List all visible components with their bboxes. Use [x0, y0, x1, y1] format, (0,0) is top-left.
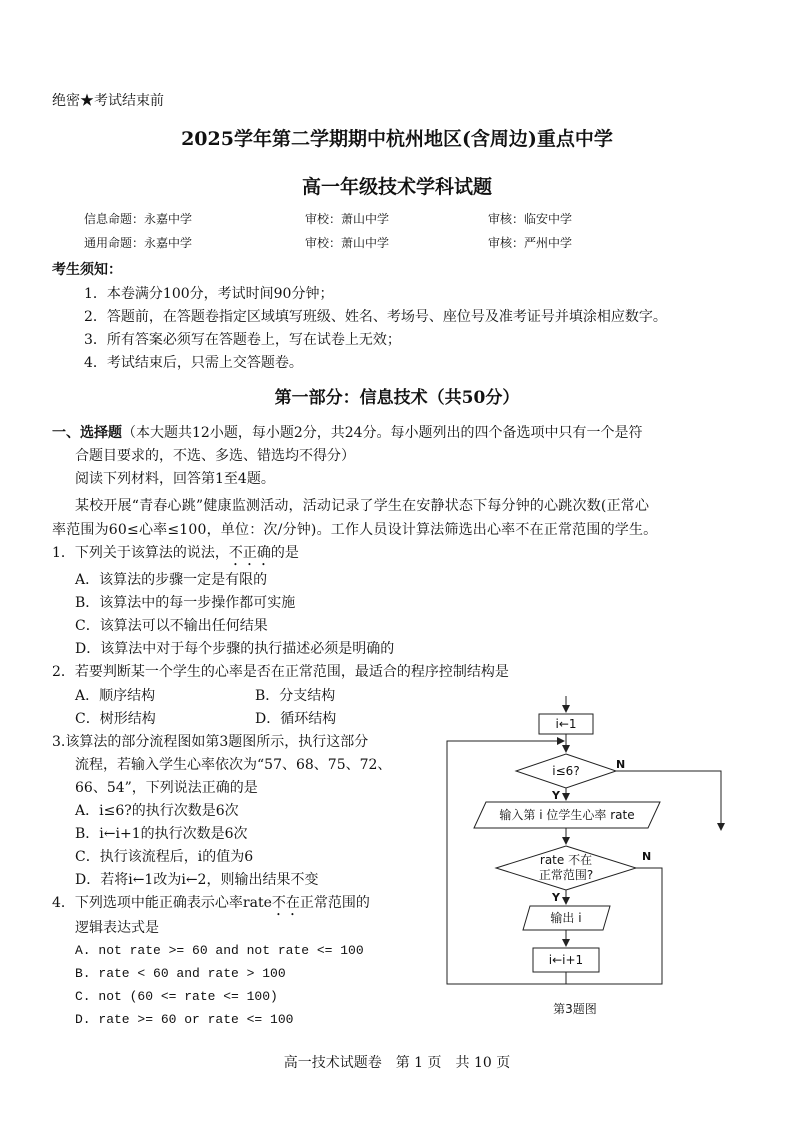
q3-stem-3: 66、54”，下列说法正确的是	[75, 780, 258, 796]
flow-cond1-yes-label: Y	[552, 789, 560, 802]
q1-option-a: A．该算法的步骤一定是有限的	[75, 572, 268, 588]
notice-item-2: 2．答题前，在答题卷指定区域填写班级、姓名、考场号、座位号及准考证号并填涂相应数字。	[84, 309, 667, 325]
exam-title: 2025学年第二学期期中杭州地区(含周边)重点中学	[181, 128, 613, 150]
q4-option-b: B. rate < 60 and rate > 100	[75, 966, 286, 981]
flow-caption: 第3题图	[553, 1002, 597, 1016]
q1-emphasis: 不正确	[228, 545, 271, 561]
q4-emphasis: 不在	[271, 895, 300, 911]
flowchart-figure	[440, 690, 740, 1030]
credit-info-author: 信息命题：永嘉中学	[84, 212, 193, 226]
q3-option-d: D．若将i←1改为i←2，则输出结果不变	[75, 872, 319, 888]
q3-option-a: A．i≤6?的执行次数是6次	[75, 803, 239, 819]
flow-cond2-text-2: 正常范围?	[538, 868, 594, 882]
q4-stem-2: 逻辑表达式是	[75, 920, 159, 936]
material-line-1: 某校开展“青春心跳”健康监测活动，活动记录了学生在安静状态下每分钟的心跳次数(正常心	[75, 498, 650, 514]
q3-option-b: B．i←i+1的执行次数是6次	[75, 826, 248, 842]
flow-init-text: i←1	[555, 717, 577, 731]
q2-option-d: D．循环结构	[255, 711, 337, 727]
read-instruction: 阅读下列材料，回答第1至4题。	[75, 471, 275, 487]
flow-input-text: 输入第 i 位学生心率 rate	[499, 808, 635, 822]
q2-stem: 2．若要判断某一个学生的心率是否在正常范围，最适合的程序控制结构是	[52, 664, 509, 680]
exam-subtitle: 高一年级技术学科试题	[301, 176, 492, 198]
q3-stem-2: 流程，若输入学生心率依次为“57、68、75、72、	[75, 757, 392, 773]
section1-desc-2: 合题目要求的，不选、多选、错选均不得分）	[75, 448, 355, 464]
flow-cond2-no-label: N	[642, 850, 652, 863]
q1-option-b: B．该算法中的每一步操作都可实施	[75, 595, 296, 611]
part1-title: 第一部分：信息技术（共50分）	[274, 388, 520, 408]
material-line-2: 率范围为60≤心率≤100，单位：次/分钟)。工作人员设计算法筛选出心率不在正常范围的学生。	[52, 522, 658, 538]
q3-stem-1: 3.该算法的部分流程图如第3题图所示，执行这部分	[52, 734, 369, 750]
q1-option-c: C．该算法可以不输出任何结果	[75, 618, 268, 634]
q3-option-c: C．执行该流程后，i的值为6	[75, 849, 254, 865]
q1-option-d: D．该算法中对于每个步骤的执行描述必须是明确的	[75, 641, 395, 657]
flow-cond2-text-1: rate 不在	[539, 853, 593, 867]
q2-option-b: B．分支结构	[255, 688, 336, 704]
q4-stem-b: 正常范围的	[299, 895, 370, 911]
q4-option-d: D. rate >= 60 or rate <= 100	[75, 1012, 294, 1027]
notice-item-4: 4．考试结束后，只需上交答题卷。	[84, 355, 303, 371]
secret-mark: 绝密★考试结束前	[52, 93, 164, 109]
notice-heading: 考生须知：	[52, 262, 122, 278]
credit-general-author: 通用命题：永嘉中学	[84, 236, 193, 250]
flow-cond1-text: i≤6?	[552, 764, 580, 778]
credit-info-checker: 审核：临安中学	[488, 212, 573, 226]
flow-incr-text: i←i+1	[548, 953, 584, 967]
q2-option-a: A．顺序结构	[75, 688, 156, 704]
q4-option-a: A. not rate >= 60 and not rate <= 100	[75, 943, 364, 958]
flow-output-text: 输出 i	[550, 911, 582, 925]
section1-heading	[52, 422, 643, 442]
q1-stem	[52, 542, 299, 569]
credit-general-checker: 审核：严州中学	[488, 236, 573, 250]
notice-item-1: 1．本卷满分100分，考试时间90分钟；	[84, 286, 334, 302]
credit-info-reviewer: 审校：萧山中学	[305, 212, 390, 226]
section1-label: 一、选择题	[52, 425, 122, 441]
q2-option-c: C．树形结构	[75, 711, 156, 727]
q4-stem	[52, 892, 370, 919]
credit-general-reviewer: 审校：萧山中学	[305, 236, 390, 250]
flow-cond2-yes-label: Y	[552, 891, 560, 904]
flow-cond1-no-label: N	[616, 758, 626, 771]
q4-stem-a: 4．下列选项中能正确表示心率rate	[52, 895, 272, 911]
page-footer: 高一技术试题卷 第 1 页 共 10 页	[283, 1055, 511, 1071]
notice-item-3: 3．所有答案必须写在答题卷上，写在试卷上无效；	[84, 332, 401, 348]
section1-desc-1: （本大题共12小题，每小题2分，共24分。每小题列出的四个备选项中只有一个是符	[122, 425, 643, 441]
q1-stem-b: 的是	[270, 545, 299, 561]
q4-option-c: C. not (60 <= rate <= 100)	[75, 989, 278, 1004]
q1-stem-a: 1．下列关于该算法的说法，	[52, 545, 229, 561]
